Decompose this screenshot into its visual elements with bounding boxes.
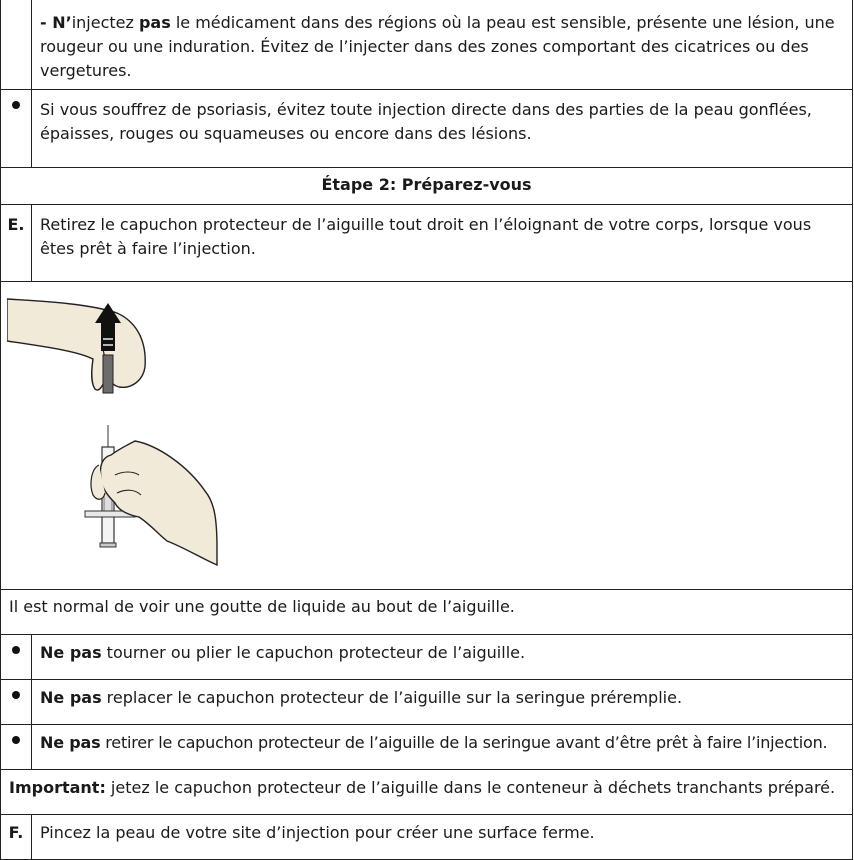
bullet-icon: [12, 736, 20, 744]
step-marker: F.: [1, 815, 32, 860]
step-heading: Étape 2: Préparez-vous: [1, 168, 853, 205]
note-text: Il est normal de voir une goutte de liquide au bout de l’aiguille.: [1, 590, 853, 635]
step-marker: E.: [1, 205, 32, 282]
bullet-icon: [12, 691, 20, 699]
table-row: [1, 770, 853, 815]
instruction-text: [32, 680, 853, 725]
bold-n: N’: [52, 13, 72, 32]
text-part: injectez: [71, 13, 139, 32]
bold-ne-pas: Ne pas: [40, 643, 102, 662]
bullet-icon: [12, 101, 20, 109]
bullet-cell: [1, 680, 32, 725]
table-row: [1, 590, 853, 635]
important-label: Important:: [9, 778, 106, 797]
instruction-text: [32, 0, 853, 90]
bold-ne-pas: Ne pas: [40, 688, 102, 707]
text-part: le médicament dans des régions où la peau est sensible, présente une lésion, une rougeur ou une induration. Évitez de l’injecter dans des zones comportant des cicatrices ou des vergetures.: [40, 13, 835, 80]
text-part: replacer le capuchon protecteur de l’aiguille sur la seringue préremplie.: [101, 688, 683, 707]
bold-pas: pas: [138, 13, 171, 32]
table-row: [1, 205, 853, 282]
table-row: [1, 815, 853, 860]
table-row: [1, 680, 853, 725]
table-row: [1, 0, 853, 90]
bullet-cell: [1, 725, 32, 770]
table-row: [1, 635, 853, 680]
bullet-icon: [12, 646, 20, 654]
syringe-illustration: [7, 289, 222, 569]
instruction-text: [32, 725, 853, 770]
bullet-cell: [1, 90, 32, 168]
dash-bold: -: [40, 13, 53, 32]
instruction-text: [32, 635, 853, 680]
text-part: tourner ou plier le capuchon protecteur de l’aiguille.: [101, 643, 526, 662]
instruction-text: Retirez le capuchon protecteur de l’aiguille tout droit en l’éloignant de votre corps, lorsque vous êtes prêt à faire l’injection.: [32, 205, 853, 282]
illustration-cell: [1, 282, 853, 590]
instruction-text: Si vous souffrez de psoriasis, évitez toute injection directe dans des parties de la peau gonflées, épaisses, rouges ou squameuses ou encore dans des lésions.: [32, 90, 853, 168]
table-row: [1, 282, 853, 590]
bold-ne-pas: Ne pas: [40, 733, 101, 752]
bullet-cell: [1, 635, 32, 680]
table-row: [1, 168, 853, 205]
table-row: [1, 725, 853, 770]
important-note: [1, 770, 853, 815]
text-part: jetez le capuchon protecteur de l’aiguille dans le conteneur à déchets tranchants préparé.: [105, 778, 836, 797]
text-part: retirer le capuchon protecteur de l’aiguille de la seringue avant d’être prêt à faire l’injection.: [100, 733, 828, 752]
empty-marker-cell: [1, 0, 32, 90]
instruction-text: Pincez la peau de votre site d’injection pour créer une surface ferme.: [32, 815, 853, 860]
table-row: [1, 90, 853, 168]
